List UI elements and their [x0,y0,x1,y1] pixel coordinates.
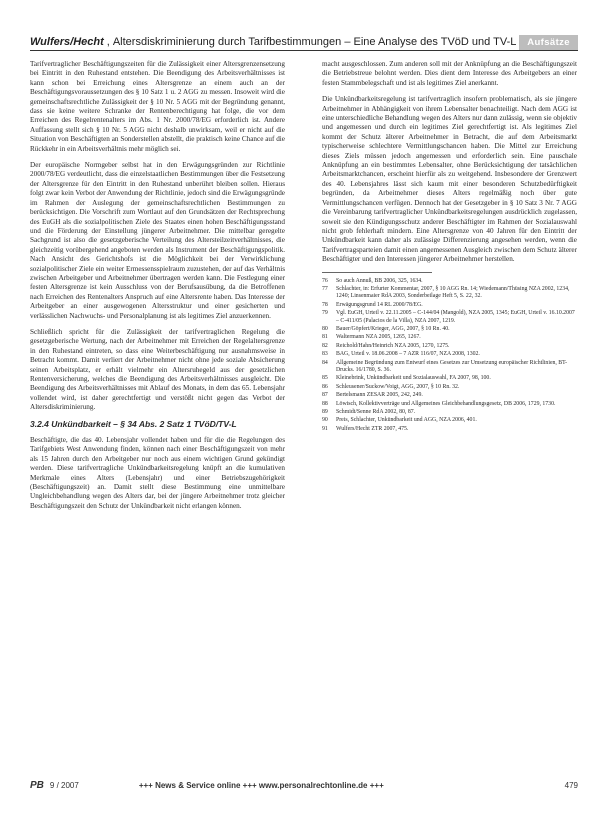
footnote-number: 85 [322,375,328,382]
footnote-number: 79 [322,310,328,317]
footnote [322,326,577,333]
page-footer [30,778,578,792]
paragraph: Tarifvertraglicher Beschäftigungszeiten für die Zulässigkeit einer Altersgrenzensetzung bei Eintritt in den Ruhestand entstehen. Die Beendigung des Arbeitsverhältnisses ist kann schon bei Erreichung eines Altersgrenze an einem auch an der Beschäftigungsvoraussetzungen des § 10 Satz 1 u. 2 AGG zu messen. Insoweit wird die gemeinschaftsrechtliche Zulässigkeit der § 10 Nr. 5 AGG mit der Begründung genannt, dass sie keine weitere Schranke der Rentenberechtigung hat folge, die vor dem Erreichen des Regelrentenalters im Abs. 1 Nr. 2000/78/EG erforderlich ist. Andere Auffassung stellt sich § 10 Nr. 5 AGG nicht deshalb unwirksam, weil er nicht auf die Situation von Beschäftigten an Sonderstellen abstellt, die praktisch keine Chance auf die Rückkehr in ein Arbeitsverhältnis mehr möglich sei. [30,60,285,153]
footnote [322,302,577,309]
footnote [322,278,577,285]
footnote [322,360,577,375]
footnote-text: Bertelsmann ZESAR 2005, 242, 249. [336,392,423,399]
footnote [322,286,577,301]
footnote-number: 80 [322,325,328,332]
paragraph: Schließlich spricht für die Zulässigkeit der tarifvertraglichen Regelung die gesetzgeberische Wertung, nach der Arbeitnehmer mit Erreichen der Regelaltersgrenze in den Ruhestand eintreten, so dass eine Weiterbeschäftigung nur ausnahmsweise in Betracht kommt. Damit verliert der Arbeitnehmer nicht ohne jede soziale Absicherung seinen Arbeitsplatz, er erhält vielmehr ein Altersruhegeld aus der gesetzlichen Rentenversicherung, welches die Beendigung des Arbeitsverhältnisses ausgleicht. Die Beendigung des Arbeitsverhältnisses mit Ablauf des Monats, in dem das 65. Lebensjahr vollendet wird, ist daher gerechtfertigt und verstößt nicht gegen das Verbot der Altersdiskriminierung. [30,327,285,412]
issue-number: 9 / 2007 [49,780,79,790]
footnote-text: Vgl. EuGH, Urteil v. 22.11.2005 – C-144/04 (Mangold), NZA 2005, 1345; EuGH, Urteil v. 16.10.2007 – C-411/05 (Palacios de la Villa), NZA 2007, 1219. [336,310,575,324]
footnote-text: Allgemeine Begründung zum Entwurf eines Gesetzes zur Umsetzung europäischer Richtlinien, BT-Drucks. 16/1780, S. 36. [336,359,568,373]
section-heading: 3.2.4 Unkündbarkeit – § 34 Abs. 2 Satz 1 TVöD/TV-L [30,418,237,429]
footnote [322,417,577,424]
website-link[interactable]: +++ News & Service online +++ www.personalrechtonline.de +++ [138,780,384,790]
footnote [322,351,577,358]
header-separator: , [106,36,110,48]
footnote-number: 84 [322,359,328,366]
footnote-text: Kleinebrink, Unkündbarkeit und Sozialauswahl, FA 2007, 98, 100. [336,375,491,382]
footnote-text: Schmidt/Senne RdA 2002, 80, 87. [336,409,416,416]
section-badge: Aufsätze [519,35,578,50]
footnote-number: 87 [322,392,328,399]
footnote [322,384,577,391]
footnote-number: 88 [322,400,328,407]
header-authors: Wulfers/Hecht [30,36,104,48]
footnote-number: 77 [322,285,328,292]
right-column [322,60,577,434]
footnote-text: Erwägungsgrund 14 RL 2000/78/EG. [336,301,423,308]
footnote [322,409,577,416]
footnote-number: 76 [322,277,328,284]
footnote-text: Waltermann NZA 2005, 1265, 1267. [336,334,421,341]
footnote [322,426,577,433]
footnote-text: Preis, Schlachter, Unkündbarkeit und AGG, NZA 2006, 401. [336,417,477,424]
page-number: 479 [564,780,578,790]
footnote-number: 82 [322,342,328,349]
footnote-text: Löwisch, Kollektivverträge und Allgemeines Gleichbehandlungsgesetz, DB 2006, 1729, 1730. [336,400,556,407]
footnote [322,310,577,325]
footnote-text: Wulfers/Hecht ZTR 2007, 475. [336,425,409,432]
footnote [322,343,577,350]
footnote-number: 81 [322,334,328,341]
footnote-text: BAG, Urteil v. 18.06.2008 – 7 AZR 116/07, NZA 2008, 1302. [336,351,480,358]
footnote-number: 90 [322,417,328,424]
footnote-list [322,278,577,434]
footnote [322,334,577,341]
paragraph: Der europäische Normgeber selbst hat in den Erwägungsgründen zur Richtlinie 2000/78/EG verdeutlicht, dass die einzelstaatlichen Bestimmungen über die Festsetzung der Altersgrenze für den Eintritt in den Ruhestand unberührt bleiben sollen. Hieraus folgt zwar kein Verbot der Anwendung der Richtlinie, jedoch sind die Erwägungsgründe im Rahmen der Auslegung der gemeinschaftsrechtlichen Bestimmungen zu berücksichtigen. Die Vorschrift zum Wortlaut auf den Grundsätzen der Rechtsprechung des EuGH als die sozialpolitischen Ziele des Staates einen hohen Beschäftigungsstand und die Förderung der Einstellung jüngerer Arbeitnehmer. Die mittelbar geregelte Sachgrund ist also die gesetzgeberische Verteilung des Altersteilzeitverhältnisses, die gleichzeitig vorübergehend angeboten werden als Instrument der Beschäftigungspolitik. Nach Ansicht des Gerichtshofs ist die Möglichkeit bei der Verwirklichung sozialpolitischer Ziele ein weiter Ermessensspielraum zuzustehen, der auf das Verhältnis zwischen Arbeitgeber und Arbeitnehmer übertragen werden kann. Die Festlegung einer festen Altersgrenze ist kein Ausschluss von der Berufsausübung, da die Betroffenen nach Erreichen des Rentenalters Anspruch auf eine Altersrente haben. Das Interesse der Arbeitgeber an einer ausgewogenen Altersstruktur und einer gesicherten und verlässlichen Nachwuchs- und Personalplanung ist als legitimes Ziel anzuerkennen. [30,161,285,320]
header-title: Altersdiskriminierung durch Tarifbestimmungen – Eine Analyse des TVöD und TV-L [112,36,517,48]
footnote-text: Schleusener/Suckow/Voigt, AGG, 2007, § 10 Rn. 32. [336,383,460,390]
footnote [322,375,577,382]
footnote-text: Bauer/Göpfert/Krieger, AGG, 2007, § 10 Rn. 40. [336,325,450,332]
paragraph: Beschäftigte, die das 40. Lebensjahr vollendet haben und für die die Regelungen des Tarifgebiets West Anwendung finden, können nach einer Beschäftigungszeit von mehr als 15 Jahren durch den Arbeitgeber nur noch aus einem wichtigen Grund gekündigt werden. Diese tarifvertragliche Unkündbarkeitsregelung knüpft an die kumulativen Merkmale eines Alters (Lebensjahr) und einer Betriebszugehörigkeit (Beschäftigungszeit) an. Damit stellt diese Bestimmung eine unmittelbare Ungleichbehandlung wegen des Alters dar, bei der jüngere Arbeitnehmer trotz gleicher Beschäftigungszeit den Schutz der Unkündbarkeit nicht erlangen können. [30,436,285,510]
footnote-number: 91 [322,425,328,432]
footnote-number: 86 [322,383,328,390]
footnote-text: So auch Annuß, BB 2006, 325, 1634. [336,277,423,284]
footnote [322,392,577,399]
footnote-number: 89 [322,409,328,416]
publisher-logo: PB [30,779,44,791]
running-header [30,34,578,51]
paragraph: macht ausgeschlossen. Zum anderen soll mit der Anknüpfung an die Beschäftigungszeit die Betriebstreue belohnt werden. Dies dient dem Interesse des Arbeitgebers an einer festen Stammbelegschaft und ist als legitimes Ziel anerkannt. [322,60,577,87]
footnote-number: 83 [322,351,328,358]
footnote [322,401,577,408]
footnote-divider [322,272,432,273]
footnote-number: 78 [322,301,328,308]
footnote-text: Schlachter, in: Erfurter Kommentar, 2007, § 10 AGG Rn. 14; Wiedemann/Thüsing NZA 2002, 1234, 1240; Linsenmaier RdA 2003, Sonderbeilage Heft 5, S. 22, 32. [336,285,570,300]
left-column [30,60,285,518]
footnote-text: Reichold/Hahn/Heinrich NZA 2005, 1270, 1275. [336,342,450,349]
paragraph: Die Unkündbarkeitsregelung ist tarifvertraglich insofern problematisch, als sie jüngere Arbeitnehmer in Abhängigkeit von ihrem Lebensalter benachteiligt. Nach dem AGG ist eine unterschiedliche Behandlung wegen des Alters nur dann zulässig, wenn sie objektiv und angemessen und durch ein legitimes Ziel gerechtfertigt ist. Als legitimes Ziel kommt der Schutz älterer Arbeitnehmer in Betracht, die auf dem Arbeitsmarkt typischerweise schlechtere Vermittlungschancen haben. Die Mittel zur Erreichung dieses Ziels müssen jedoch angemessen und erforderlich sein. Eine pauschale Anknüpfung an ein bestimmtes Lebensalter, ohne Berücksichtigung der tatsächlichen Arbeitsmarktchancen, erscheint hierfür als zu weitgehend. Insbesondere der Grenzwert des 40. Lebensjahres lässt sich kaum mit einer besonderen Schutzbedürftigkeit begründen, da Arbeitnehmer dieses Alters regelmäßig noch über gute Vermittlungschancen verfügen. Dennoch hat der Gesetzgeber in § 10 Satz 3 Nr. 7 AGG die Vereinbarung tarifvertraglicher Unkündbarkeitsregelungen ausdrücklich zugelassen, soweit sie den Kündigungsschutz anderer Beschäftigter im Rahmen der Sozialauswahl nicht grob fehlerhaft mindern. Eine Altersgrenze von 40 Jahren für den Eintritt der Unkündbarkeit kann daher als zulässige Differenzierung angesehen werden, wenn die Tarifvertragsparteien damit einen angemessenen Ausgleich zwischen dem Schutz älterer Beschäftigter und den Interessen jüngerer Arbeitnehmer herstellen. [322,95,577,264]
